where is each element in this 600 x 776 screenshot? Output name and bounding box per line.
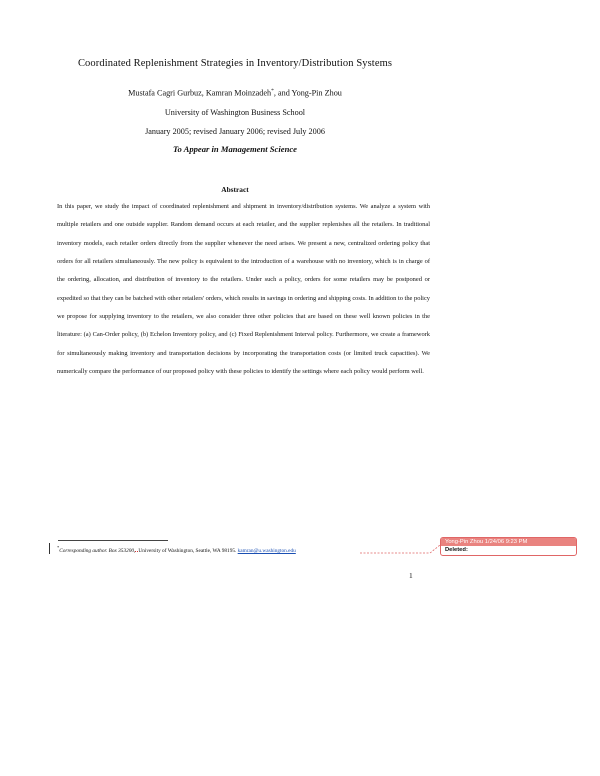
revision-comment-balloon[interactable]	[440, 537, 577, 556]
footnote	[57, 545, 296, 554]
author-names-end: , and Yong-Pin Zhou	[273, 88, 342, 98]
page-number: 1	[409, 571, 413, 580]
revision-dates: January 2005; revised January 2006; revised July 2006	[145, 127, 325, 136]
footnote-email-link[interactable]: kamran@u.washington.edu	[237, 547, 296, 554]
abstract-text: In this paper, we study the impact of coordinated replenishment and shipment in inventory/distribution systems. We analyze a system with multiple retailers and one outside supplier. Random demand occurs at each retailer, and the supplier replenishes all the retailers. In traditional inventory models, each retailer orders directly from the supplier whenever the need arises. We present a new, centralized ordering policy that orders for all retailers simultaneously. The new policy is equivalent to the introduction of a warehouse with no inventory, which is in charge of the ordering, allocation, and distribution of inventory to the retailers. Under such a policy, orders for some retailers may be postponed or expedited so that they can be batched with other retailers' orders, which results in savings in ordering and shipping costs. In addition to the policy we propose for supplying inventory to the retailers, we also consider three other policies that are based on these well known policies in the literature: (a) Can-Order policy, (b) Echelon Inventory policy, and (c) Fixed Replenishment Interval policy. Furthermore, we create a framework for simultaneously making inventory and transportation decisions by incorporating the transportation costs (or limited truck capacities). We numerically compare the performance of our proposed policy with these policies to identify the settings where each policy would perform well.	[57, 203, 430, 376]
corresponding-mark: *	[271, 88, 274, 94]
abstract-heading: Abstract	[221, 185, 249, 194]
publication-note: To Appear in Management Science	[173, 144, 297, 154]
author-line	[0, 88, 470, 98]
footnote-address: University of Washington, Seattle, WA 98195.	[138, 547, 237, 554]
footnote-label: Corresponding author. Box 353200,	[59, 547, 136, 554]
comment-author-timestamp: Yong-Pin Zhou 1/24/06 9:23 PM	[441, 538, 576, 546]
footnote-rule	[58, 540, 168, 541]
comment-deleted-label: Deleted:	[445, 547, 468, 553]
author-names: Mustafa Cagri Gurbuz, Kamran Moinzadeh	[128, 88, 272, 98]
footnote-mark: *	[57, 545, 60, 550]
change-bar	[49, 543, 50, 554]
paper-title: Coordinated Replenishment Strategies in Inventory/Distribution Systems	[77, 58, 393, 69]
comment-leader-line	[360, 542, 440, 554]
affiliation: University of Washington Business School	[164, 108, 306, 117]
